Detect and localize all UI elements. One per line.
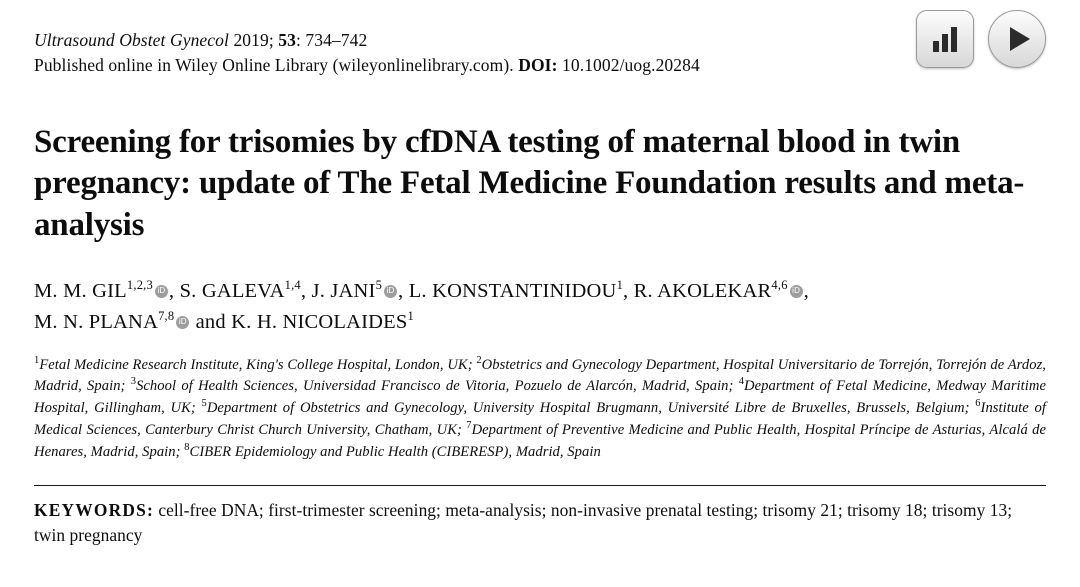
page-title: Screening for trisomies by cfDNA testing of maternal blood in twin pregnancy: update of The Fetal Medicine Foundation results and meta-analysis xyxy=(34,123,1025,243)
affiliation-text: Department of Preventive Medicine and Public Health, Hospital Príncipe de Asturias, Alcalá de Henares, Madrid, Spain; xyxy=(34,421,1046,460)
divider xyxy=(34,485,1046,486)
author-2-sup: 1,4 xyxy=(284,278,301,293)
affiliation-text: Department of Obstetrics and Gynecology, University Hospital Brugmann, Université Libre de Bruxelles, Brussels, Belgium; xyxy=(206,400,976,417)
affiliation-sup: 3 xyxy=(130,376,137,388)
bar-chart-icon xyxy=(933,26,957,52)
affiliation-sup: 6 xyxy=(975,398,981,410)
affiliation-sup: 4 xyxy=(738,376,745,388)
orcid-icon[interactable] xyxy=(790,285,803,298)
orcid-icon[interactable] xyxy=(384,285,397,298)
author-4: , L. KONSTANTINIDOU xyxy=(398,280,617,303)
author-6: M. N. PLANA xyxy=(34,310,159,333)
author-3: , J. JANI xyxy=(300,280,376,303)
author-2: , S. GALEVA xyxy=(168,280,285,303)
publication-line xyxy=(34,53,1046,78)
journal-name: Ultrasound Obstet Gynecol xyxy=(34,30,229,50)
author-1: M. M. GIL xyxy=(34,280,127,303)
author-5-tail: , xyxy=(803,280,809,303)
masthead xyxy=(34,22,1046,78)
media-badges xyxy=(916,10,1046,68)
affiliation-sup: 2 xyxy=(476,354,482,366)
orcid-icon[interactable] xyxy=(155,285,168,298)
affiliation-sup: 5 xyxy=(201,398,207,410)
affiliation-sup: 8 xyxy=(184,441,190,453)
affiliation-sup: 1 xyxy=(34,354,40,366)
keywords-label: KEYWORDS: xyxy=(34,499,154,520)
affiliation-text: Fetal Medicine Research Institute, King's College Hospital, London, UK; xyxy=(39,356,477,373)
journal-pages: : 734–742 xyxy=(296,30,368,50)
video-badge[interactable] xyxy=(988,10,1046,68)
journal-citation xyxy=(34,28,1046,53)
journal-year: 2019; xyxy=(228,30,279,50)
author-list xyxy=(34,276,1046,337)
author-5-sup: 4,6 xyxy=(771,278,788,293)
author-5: , R. AKOLEKAR xyxy=(623,280,772,303)
author-7: and K. H. NICOLAIDES xyxy=(190,310,408,333)
keywords-list: cell-free DNA; first-trimester screening; meta-analysis; non-invasive prenatal testing; trisomy 21; trisomy 18; trisomy 13; twin pregnancy xyxy=(34,499,1013,545)
journal-volume: 53 xyxy=(278,30,296,50)
orcid-icon[interactable] xyxy=(176,316,189,329)
keywords-section xyxy=(34,498,1046,548)
affiliation-text: CIBER Epidemiology and Public Health (CIBERESP), Madrid, Spain xyxy=(189,443,601,460)
author-6-sup: 7,8 xyxy=(158,308,175,323)
doi-label: DOI: xyxy=(518,54,558,75)
chart-badge[interactable] xyxy=(916,10,974,68)
affiliations xyxy=(34,354,1046,463)
published-online-text: Published online in Wiley Online Library (wileyonlinelibrary.com). xyxy=(34,54,514,75)
affiliation-text: Department of Fetal Medicine, Medway Maritime Hospital, Gillingham, UK; xyxy=(34,378,1046,417)
affiliation-text: Institute of Medical Sciences, Canterbury Christ Church University, Chatham, UK; xyxy=(34,400,1046,438)
author-4-sup: 1 xyxy=(616,278,624,293)
author-7-sup: 1 xyxy=(407,308,414,323)
play-icon xyxy=(1010,27,1030,51)
doi-value: 10.1002/uog.20284 xyxy=(562,54,700,75)
author-1-sup: 1,2,3 xyxy=(126,278,153,293)
affiliation-sup: 7 xyxy=(466,420,472,432)
affiliation-text: Obstetrics and Gynecology Department, Hospital Universitario de Torrejón, Torrejón de Ardoz, Madrid, Spain; xyxy=(34,356,1046,395)
affiliation-text: School of Health Sciences, Universidad Francisco de Vitoria, Pozuelo de Alarcón, Madrid, Spain; xyxy=(136,378,739,395)
author-3-sup: 5 xyxy=(375,278,383,293)
